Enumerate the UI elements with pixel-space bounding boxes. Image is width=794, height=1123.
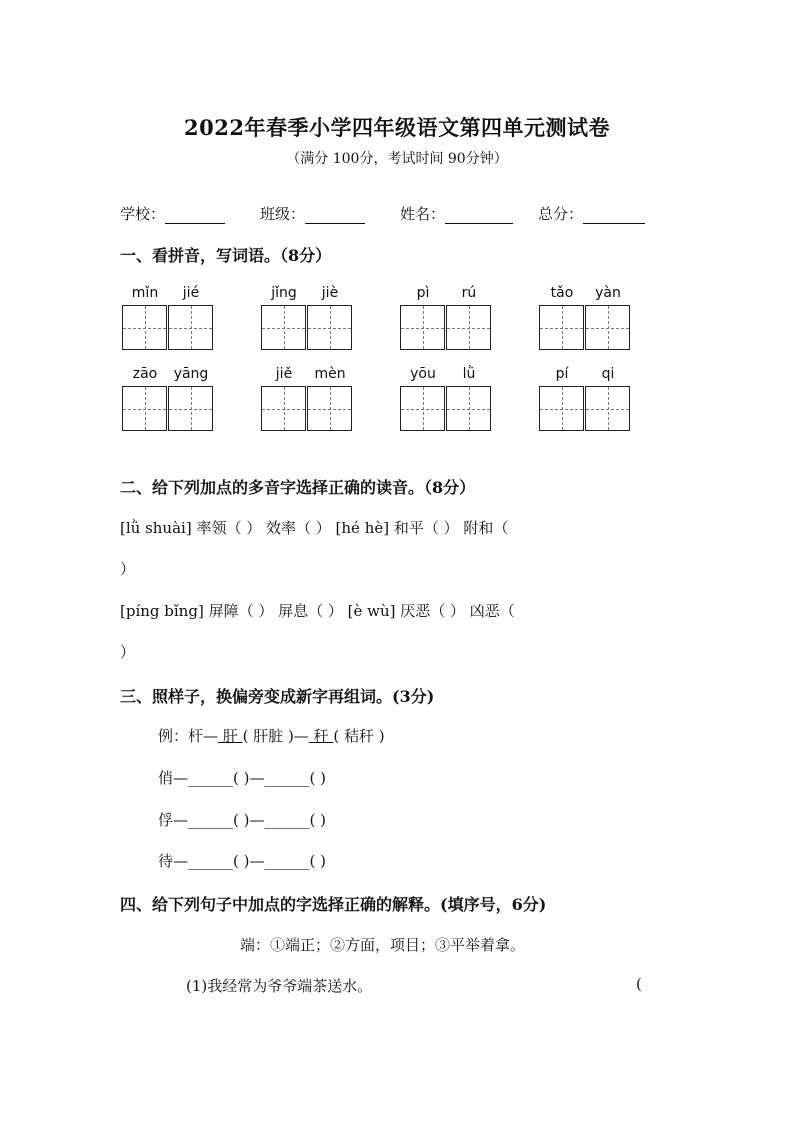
class-label: 班级： bbox=[260, 205, 306, 223]
pinyin-label: zāo bbox=[132, 366, 158, 382]
section3-example bbox=[158, 725, 385, 746]
writing-box[interactable] bbox=[446, 305, 491, 350]
pinyin-label: lǜ bbox=[462, 366, 476, 382]
writing-box[interactable] bbox=[261, 386, 306, 431]
writing-box[interactable] bbox=[585, 386, 630, 431]
pinyin-label: pì bbox=[416, 285, 430, 301]
section1-title: 一、看拼音，写词语。（8分） bbox=[120, 246, 332, 265]
page-subtitle: （满分 100分，考试时间 90分钟） bbox=[286, 151, 508, 167]
pinyin-label: pí bbox=[555, 366, 569, 382]
example-answer-1: 肝 bbox=[218, 727, 243, 745]
pinyin-word-item bbox=[400, 285, 492, 355]
pinyin-word-item bbox=[122, 366, 214, 436]
pinyin-word-item bbox=[539, 285, 631, 355]
example-word-1: ( 肝脏 )— bbox=[242, 727, 309, 745]
class-field bbox=[260, 203, 365, 224]
writing-box[interactable] bbox=[122, 305, 167, 350]
writing-box[interactable] bbox=[539, 386, 584, 431]
section4-answer-paren[interactable]: ( bbox=[636, 975, 642, 993]
school-field bbox=[120, 203, 225, 224]
name-label: 姓名： bbox=[400, 205, 446, 223]
pinyin-label: mèn bbox=[314, 366, 346, 382]
school-blank[interactable] bbox=[165, 209, 225, 224]
score-field bbox=[538, 203, 645, 224]
writing-box[interactable] bbox=[261, 305, 306, 350]
pinyin-label: rú bbox=[461, 285, 477, 301]
pinyin-word-item bbox=[261, 366, 353, 436]
pinyin-label: yāng bbox=[173, 366, 209, 382]
pinyin-label: yōu bbox=[410, 366, 436, 382]
writing-box[interactable] bbox=[400, 305, 445, 350]
section4-definition: 端：①端正；②方面，项目；③平举着拿。 bbox=[240, 936, 526, 954]
writing-box[interactable] bbox=[122, 386, 167, 431]
example-answer-2: 秆 bbox=[308, 727, 334, 745]
name-field bbox=[400, 203, 513, 224]
pinyin-label: jié bbox=[182, 285, 200, 301]
pinyin-label: tǎo bbox=[550, 285, 574, 301]
pinyin-label: jiè bbox=[321, 285, 339, 301]
pinyin-label: yàn bbox=[595, 285, 621, 301]
section2-line2: [píng bǐng] 屏障（ ） 屏息（ ） [è wù] 厌恶（ ） 凶恶（ bbox=[120, 602, 515, 620]
writing-box[interactable] bbox=[168, 305, 213, 350]
section4-title: 四、给下列句子中加点的字选择正确的解释。(填序号，6分) bbox=[120, 895, 547, 914]
score-label: 总分： bbox=[538, 205, 584, 223]
section4-question-1: (1)我经常为爷爷端茶送水。 bbox=[186, 977, 373, 995]
writing-box[interactable] bbox=[585, 305, 630, 350]
writing-box[interactable] bbox=[446, 386, 491, 431]
writing-box[interactable] bbox=[400, 386, 445, 431]
section2-line2-end: ） bbox=[120, 643, 136, 661]
section3-row[interactable]: 俏—______( )—______( ) bbox=[158, 769, 326, 787]
pinyin-label: jiě bbox=[275, 366, 293, 382]
pinyin-word-item bbox=[261, 285, 353, 355]
writing-box[interactable] bbox=[168, 386, 213, 431]
pinyin-word-item bbox=[539, 366, 631, 436]
pinyin-label: jǐng bbox=[271, 285, 297, 301]
section2-line1: [lǜ shuài] 率领（ ） 效率（ ） [hé hè] 和平（ ） 附和（ bbox=[120, 519, 509, 537]
example-word-2: ( 秸秆 ) bbox=[333, 727, 385, 745]
pinyin-label: mǐn bbox=[131, 285, 159, 301]
section3-row[interactable]: 俘—______( )—______( ) bbox=[158, 811, 326, 829]
name-blank[interactable] bbox=[445, 209, 513, 224]
section2-title: 二、给下列加点的多音字选择正确的读音。（8分） bbox=[120, 478, 476, 497]
section3-title: 三、照样子，换偏旁变成新字再组词。(3分) bbox=[120, 687, 435, 706]
writing-box[interactable] bbox=[307, 386, 352, 431]
pinyin-label: qi bbox=[601, 366, 615, 382]
class-blank[interactable] bbox=[305, 209, 365, 224]
score-blank[interactable] bbox=[583, 209, 645, 224]
pinyin-word-item bbox=[122, 285, 214, 355]
section2-line1-end: ） bbox=[120, 560, 136, 578]
page-title: 2022年春季小学四年级语文第四单元测试卷 bbox=[184, 115, 610, 140]
example-prefix: 例：杆— bbox=[158, 727, 219, 745]
pinyin-word-item bbox=[400, 366, 492, 436]
writing-box[interactable] bbox=[539, 305, 584, 350]
section3-row[interactable]: 待—______( )—______( ) bbox=[158, 852, 326, 870]
school-label: 学校： bbox=[120, 205, 166, 223]
writing-box[interactable] bbox=[307, 305, 352, 350]
